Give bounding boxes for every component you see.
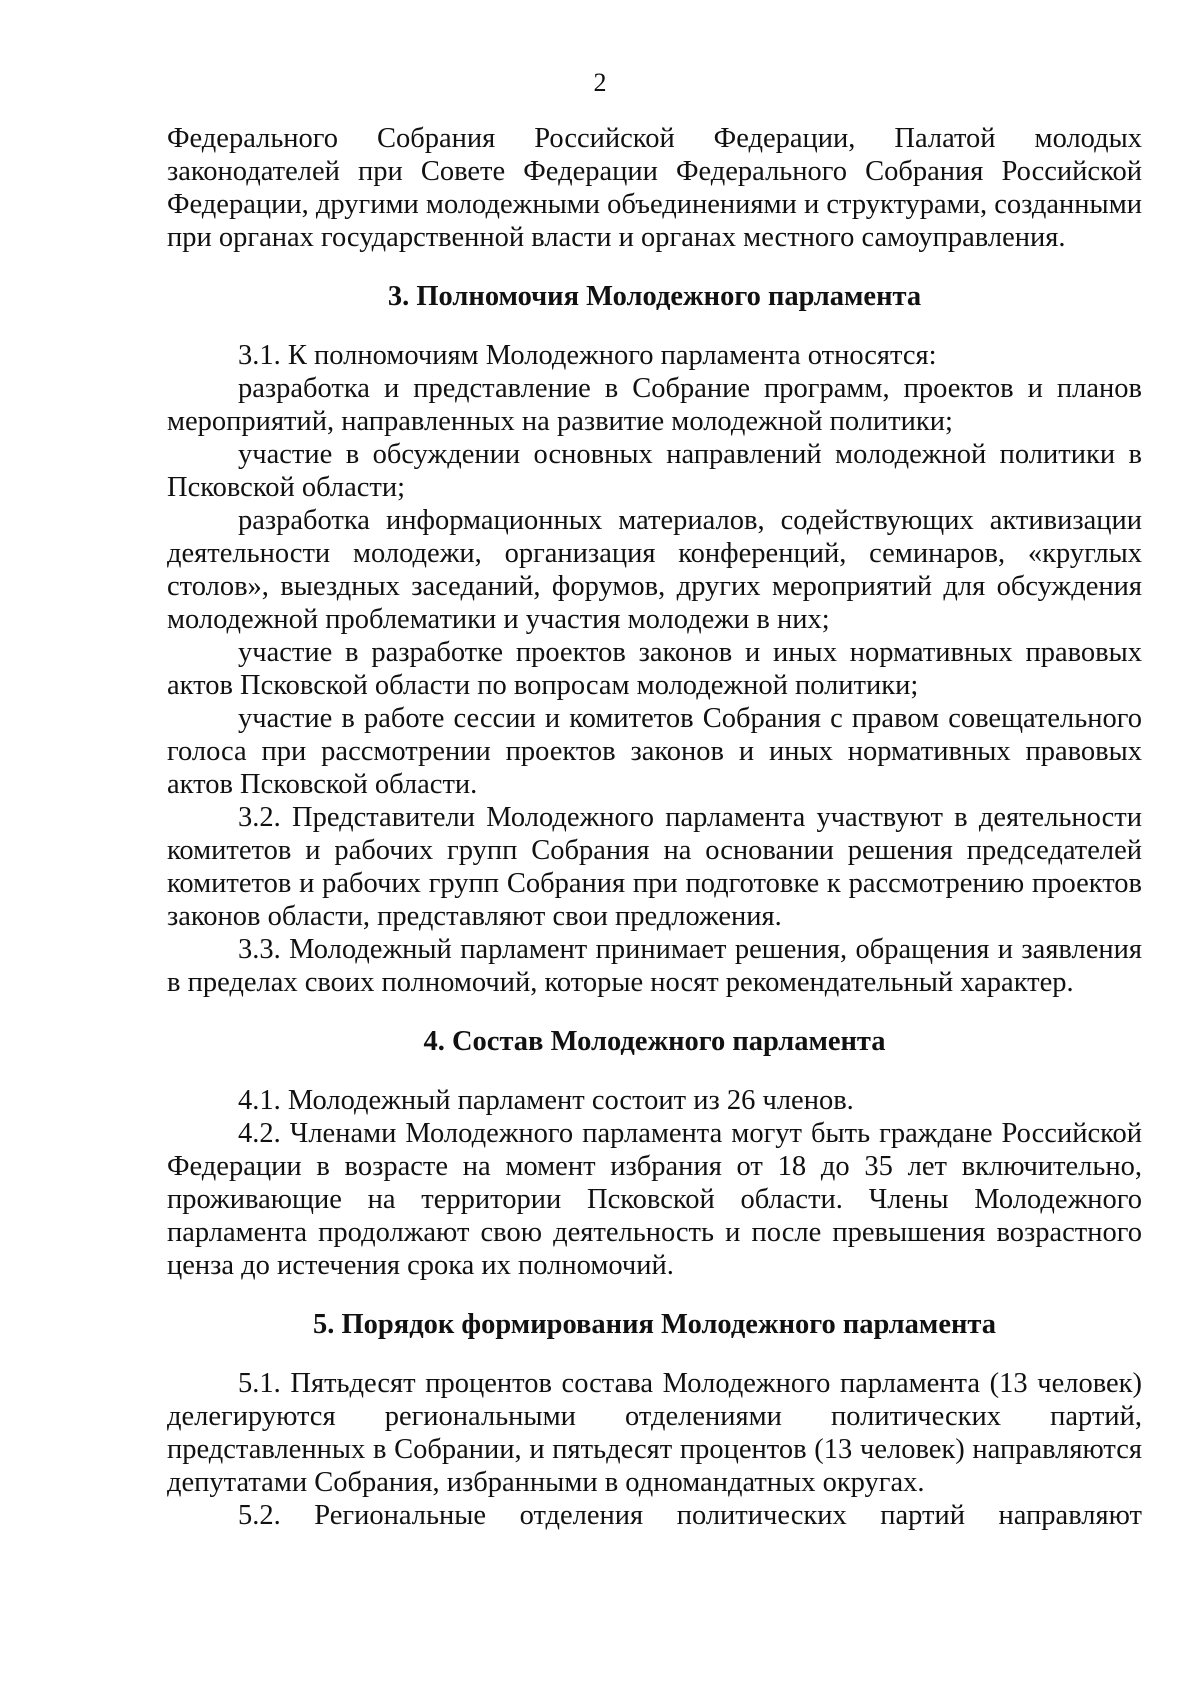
paragraph-3-2: 3.2. Представители Молодежного парламента участвуют в деятельности комитетов и рабочих групп Собрания на основании решения председателей комитетов и рабочих групп Собрания при подготовке к рассмотрению проектов законов области, представляют свои предложения. <box>167 802 1142 932</box>
section-heading-5: 5. Порядок формирования Молодежного парламента <box>313 1309 996 1340</box>
paragraph-3-1-item-4: участие в разработке проектов законов и иных нормативных правовых актов Псковской области по вопросам молодежной политики; <box>167 637 1142 701</box>
paragraph-4-2: 4.2. Членами Молодежного парламента могут быть граждане Российской Федерации в возрасте на момент избрания от 18 до 35 лет включительно, проживающие на территории Псковской области. Члены Молодежного парламента продолжают свою деятельность и после превышения возрастного ценза до истечения срока их полномочий. <box>167 1118 1142 1281</box>
document-body <box>167 122 1142 1532</box>
paragraph-3-1-item-2: участие в обсуждении основных направлений молодежной политики в Псковской области; <box>167 439 1142 503</box>
section-heading-3: 3. Полномочия Молодежного парламента <box>387 281 922 312</box>
paragraph-5-1: 5.1. Пятьдесят процентов состава Молодежного парламента (13 человек) делегируются региональными отделениями политических партий, представленных в Собрании, и пятьдесят процентов (13 человек) направляются депутатами Собрания, избранными в одномандатных округах. <box>167 1368 1142 1498</box>
paragraph-3-3: 3.3. Молодежный парламент принимает решения, обращения и заявления в пределах своих полномочий, которые носят рекомендательный характер. <box>167 934 1142 998</box>
paragraph-3-1-item-3: разработка информационных материалов, содействующих активизации деятельности молодежи, организация конференций, семинаров, «круглых столов», выездных заседаний, форумов, других мероприятий для обсуждения молодежной проблематики и участия молодежи в них; <box>167 505 1142 635</box>
paragraph-3-1-item-1: разработка и представление в Собрание программ, проектов и планов мероприятий, направленных на развитие молодежной политики; <box>167 373 1142 437</box>
section-heading-4: 4. Состав Молодежного парламента <box>423 1026 886 1057</box>
page-number: 2 <box>593 68 607 97</box>
paragraph-3-1-item-5: участие в работе сессии и комитетов Собрания с правом совещательного голоса при рассмотрении проектов законов и иных нормативных правовых актов Псковской области. <box>167 703 1142 800</box>
paragraph-5-2: 5.2. Региональные отделения политических партий направляют <box>238 1500 1142 1531</box>
paragraph-3-1: 3.1. К полномочиям Молодежного парламента относятся: <box>238 340 937 371</box>
paragraph-4-1: 4.1. Молодежный парламент состоит из 26 членов. <box>238 1085 854 1116</box>
intro-paragraph: Федерального Собрания Российской Федерации, Палатой молодых законодателей при Совете Федерации Федерального Собрания Российской Федерации, другими молодежными объединениями и структурами, созданными при органах государственной власти и органах местного самоуправления. <box>167 123 1142 253</box>
